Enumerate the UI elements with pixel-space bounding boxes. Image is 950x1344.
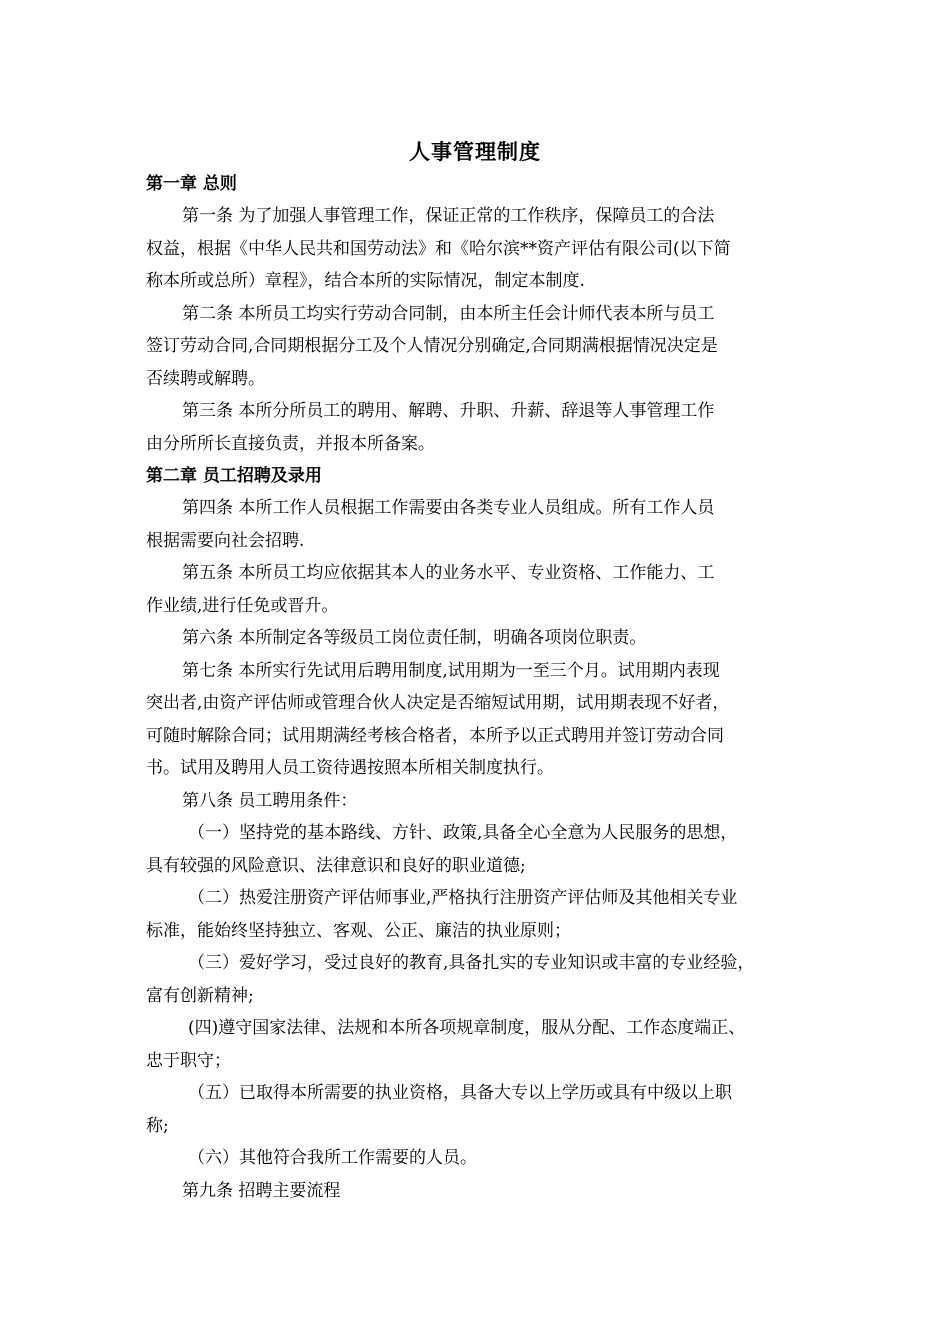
condition-item-line: （三）爱好学习，受过良好的教育,具备扎实的专业知识或丰富的专业经验， <box>188 953 755 973</box>
condition-item-line: 具有较强的风险意识、法律意识和良好的职业道德; <box>146 855 526 876</box>
condition-item-line: （五）已取得本所需要的执业资格，具备大专以上学历或具有中级以上职 <box>188 1083 732 1103</box>
article-1 <box>146 200 818 298</box>
article-3-line: 第三条 本所分所员工的聘用、解聘、升职、升薪、辞退等人事管理工作 <box>182 401 715 421</box>
article-5-line: 作业绩,进行任免或晋升。 <box>146 595 339 616</box>
condition-item-line: （二）热爱注册资产评估师事业,严格执行注册资产评估师及其他相关专业 <box>188 888 738 908</box>
chapter1-heading: 第一章 总则 <box>146 174 237 194</box>
article-6-line: 第六条 本所制定各等级员工岗位责任制，明确各项岗位职责。 <box>182 628 647 648</box>
article-2 <box>146 298 818 396</box>
article-3-line: 由分所所长直接负责，并报本所备案。 <box>146 433 435 454</box>
article-3 <box>146 395 818 460</box>
condition-item-line: 忠于职守； <box>146 1050 231 1071</box>
article-4 <box>146 492 818 557</box>
condition-item-line: (四)遵守国家法律、法规和本所各项规章制度，服从分配、工作态度端正、 <box>188 1018 746 1038</box>
article-8 <box>146 785 818 818</box>
condition-item-line: 称; <box>146 1115 169 1136</box>
article-2-line: 第二条 本所员工均实行劳动合同制，由本所主任会计师代表本所与员工 <box>182 303 715 324</box>
article-7-line: 书。试用及聘用人员工资待遇按照本所相关制度执行。 <box>146 758 554 778</box>
article-2-line: 签订劳动合同,合同期根据分工及个人情况分别确定,合同期满根据情况决定是 <box>146 336 718 356</box>
condition-item-4 <box>146 1012 818 1077</box>
article-4-line: 第四条 本所工作人员根据工作需要由各类专业人员组成。所有工作人员 <box>182 498 715 518</box>
article-5 <box>146 557 818 622</box>
condition-item-5 <box>146 1077 818 1142</box>
article-1-line: 权益，根据《中华人民共和国劳动法》和《哈尔滨**资产评估有限公司(以下简 <box>146 238 731 259</box>
article-9 <box>146 1175 818 1208</box>
article-1-line: 第一条 为了加强人事管理工作，保证正常的工作秩序，保障员工的合法 <box>182 206 715 226</box>
condition-item-line: 富有创新精神; <box>146 985 254 1006</box>
article-4-line: 根据需要向社会招聘. <box>146 530 305 551</box>
article-5-line: 第五条 本所员工均应依据其本人的业务水平、专业资格、工作能力、工 <box>182 563 715 583</box>
article-6 <box>146 622 818 655</box>
document-title: 人事管理制度 <box>409 140 541 164</box>
condition-item-1 <box>146 817 818 882</box>
condition-item-3 <box>146 947 818 1012</box>
condition-item-6 <box>146 1142 818 1175</box>
article-8-line: 第八条 员工聘用条件： <box>182 790 358 811</box>
condition-item-2 <box>146 882 818 947</box>
article-9-line: 第九条 招聘主要流程 <box>182 1180 341 1201</box>
condition-item-line: （一）坚持党的基本路线、方针、政策,具备全心全意为人民服务的思想， <box>188 823 738 843</box>
article-7-line: 突出者,由资产评估师或管理合伙人决定是否缩短试用期，试用期表现不好者， <box>146 693 730 713</box>
document-body <box>146 168 818 1207</box>
article-7-line: 可随时解除合同；试用期满经考核合格者，本所予以正式聘用并签订劳动合同 <box>146 725 724 746</box>
article-7 <box>146 655 818 785</box>
article-2-line: 否续聘或解聘。 <box>146 368 265 389</box>
condition-item-line: （六）其他符合我所工作需要的人员。 <box>188 1148 477 1168</box>
condition-item-line: 标准，能始终坚持独立、客观、公正、廉洁的执业原则； <box>146 920 571 941</box>
article-1-line: 称本所或总所）章程》，结合本所的实际情况，制定本制度. <box>146 271 585 291</box>
chapter2-heading: 第二章 员工招聘及录用 <box>146 466 322 486</box>
article-7-line: 第七条 本所实行先试用后聘用制度,试用期为一至三个月。试用期内表现 <box>182 660 720 681</box>
